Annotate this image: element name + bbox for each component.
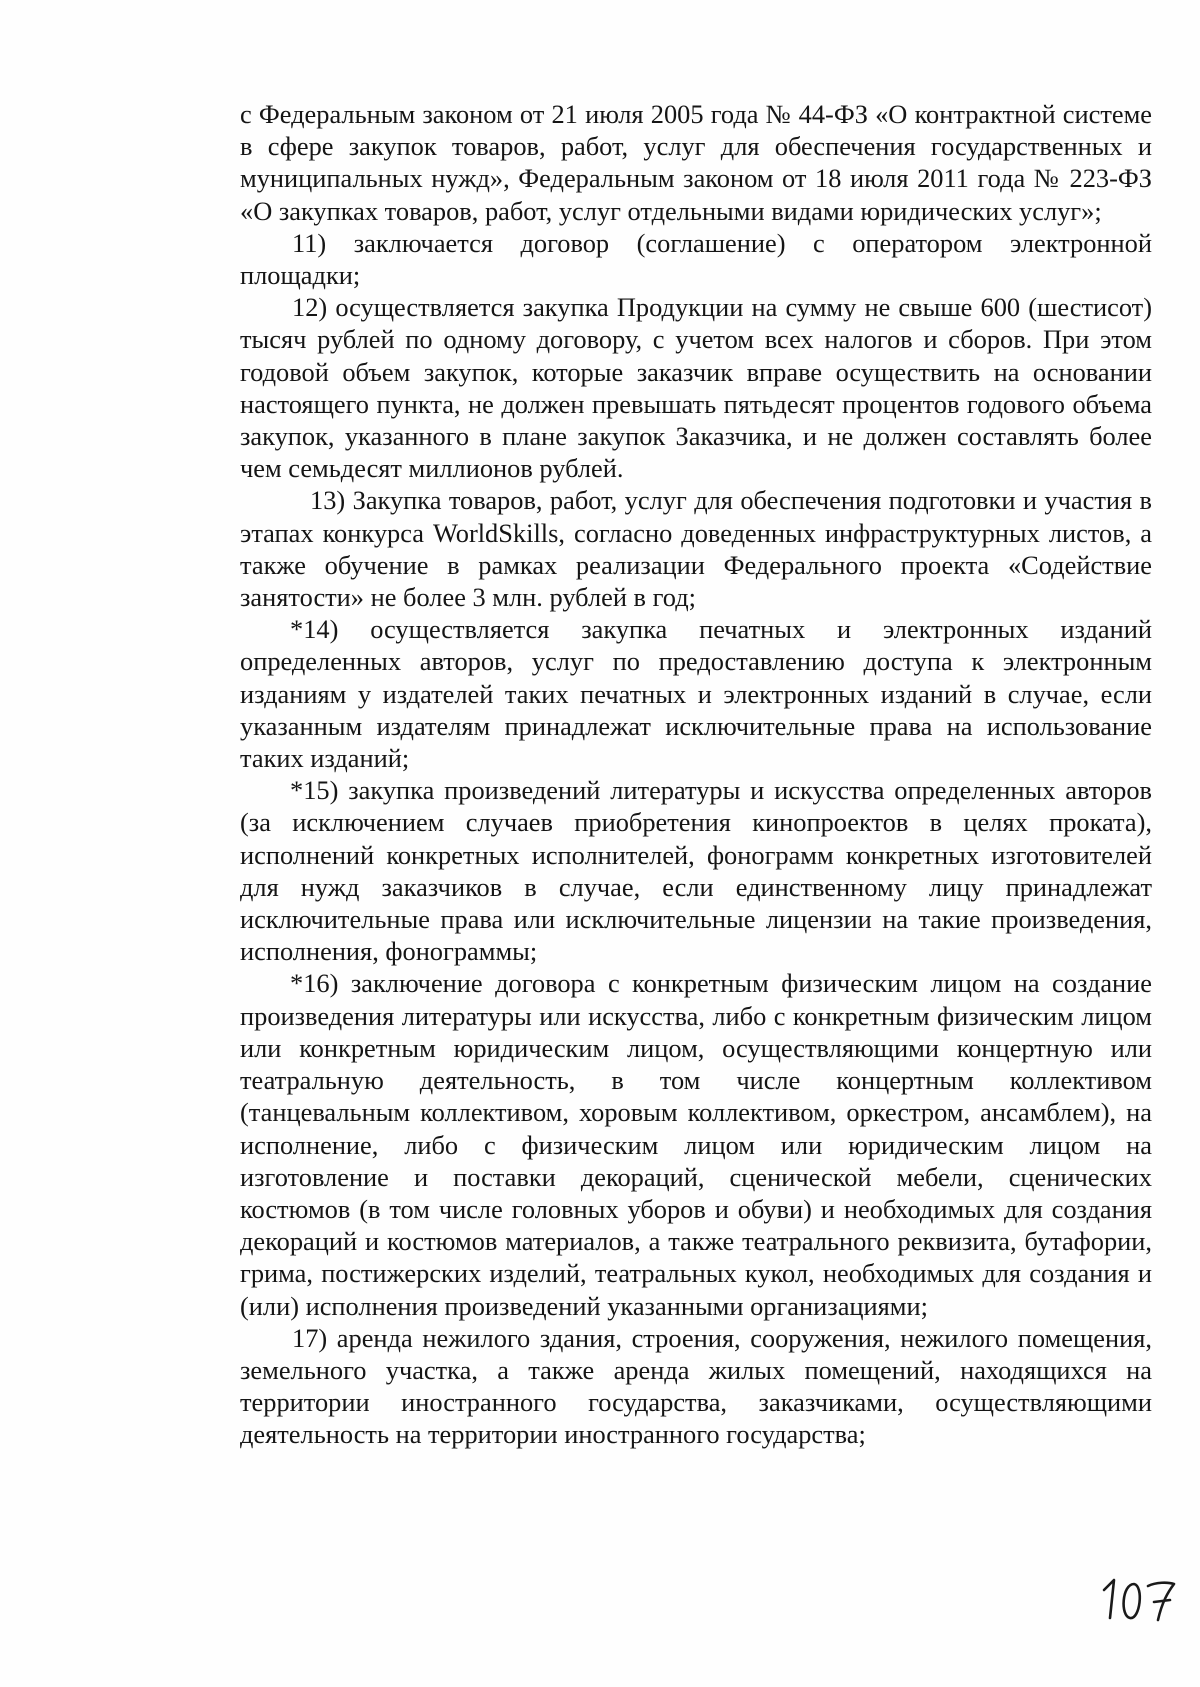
paragraph-item-12: 12) осуществляется закупка Продукции на сумму не свыше 600 (шестисот) тысяч рублей по одному договору, с учетом всех налогов и сборов. При этом годовой объем закупок, которые заказчик вправе осуществить на основании настоящего пункта, не должен превышать пятьдесят процентов годового объема закупок, указанного в плане закупок Заказчика, и не должен составлять более чем семьдесят миллионов рублей. xyxy=(240,292,1152,484)
paragraph-item-15: *15) закупка произведений литературы и искусства определенных авторов (за исключением случаев приобретения кинопроектов в целях проката), исполнений конкретных исполнителей, фонограмм конкретных изготовителей для нужд заказчиков в случае, если единственному лицу принадлежат исключительные права или исключительные лицензии на такие произведения, исполнения, фонограммы; xyxy=(240,775,1152,967)
paragraph-item-11: 11) заключается договор (соглашение) с оператором электронной площадки; xyxy=(240,227,1152,291)
paragraph-continuation: с Федеральным законом от 21 июля 2005 года № 44-ФЗ «О контрактной системе в сфере закупок товаров, работ, услуг для обеспечения государственных и муниципальных нужд», Федеральным законом от 18 июля 2011 года № 223-ФЗ «О закупках товаров, работ, услуг отдельными видами юридических услуг»; xyxy=(240,99,1152,226)
paragraph-item-17: 17) аренда нежилого здания, строения, сооружения, нежилого помещения, земельного участка, а также аренда жилых помещений, находящихся на территории иностранного государства, заказчиками, осуществляющими деятельность на территории иностранного государства; xyxy=(240,1322,1152,1450)
paragraph-item-13: 13) Закупка товаров, работ, услуг для обеспечения подготовки и участия в этапах конкурса WorldSkills, согласно доведенных инфраструктурных листов, а также обучение в рамках реализации Федерального проекта «Содействие занятости» не более 3 млн. рублей в год; xyxy=(240,485,1152,613)
document-body xyxy=(240,98,1152,1451)
page-number-signature-icon xyxy=(1098,1572,1180,1626)
handwritten-page-number xyxy=(1098,1572,1180,1626)
paragraph-item-16: *16) заключение договора с конкретным физическим лицом на создание произведения литературы или искусства, либо с конкретным физическим лицом или конкретным юридическим лицом, осуществляющими концертную или театральную деятельность, в том числе концертным коллективом (танцевальным коллективом, хоровым коллективом, оркестром, ансамблем), на исполнение, либо с физическим лицом или юридическим лицом на изготовление и поставки декораций, сценической мебели, сценических костюмов (в том числе головных уборов и обуви) и необходимых для создания декораций и костюмов материалов, а также театрального реквизита, бутафории, грима, постижерских изделий, театральных кукол, необходимых для создания и (или) исполнения произведений указанными организациями; xyxy=(240,968,1152,1321)
paragraph-item-14: *14) осуществляется закупка печатных и электронных изданий определенных авторов, услуг по предоставлению доступа к электронным изданиям у издателей таких печатных и электронных изданий в случае, если указанным издателям принадлежат исключительные права на использование таких изданий; xyxy=(240,614,1152,774)
